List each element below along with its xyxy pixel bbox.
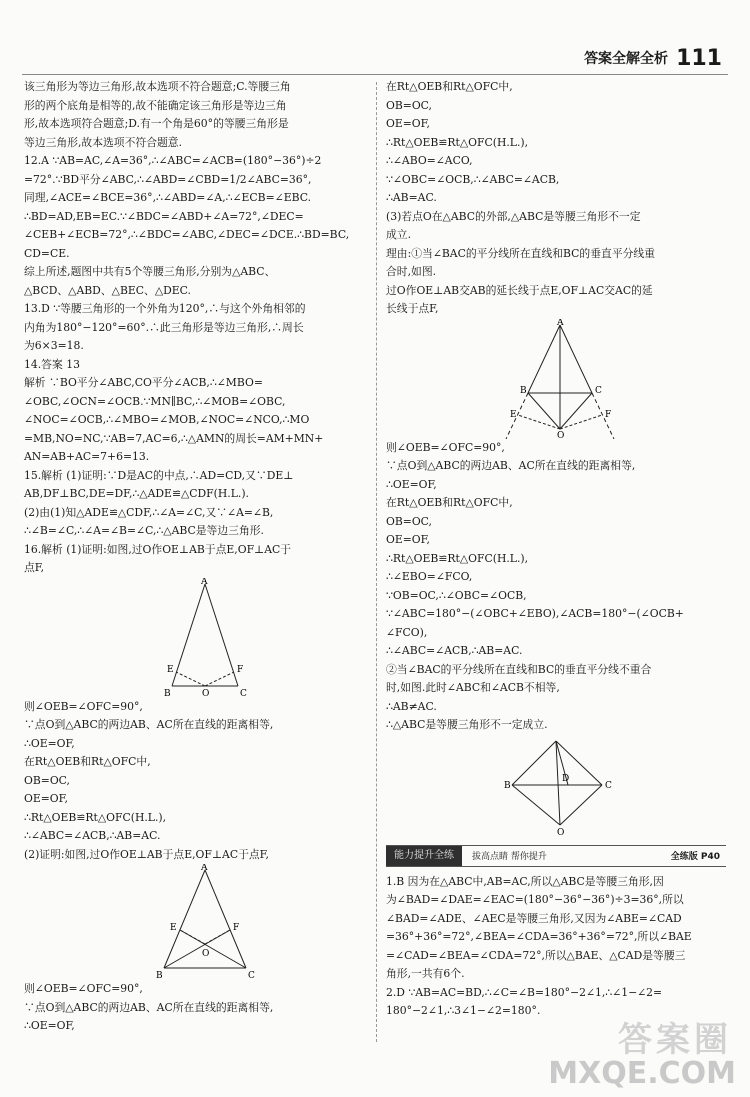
answer-12: 12.A ∵AB=AC,∠A=36°,∴∠ABC=∠ACB=(180°−36°)÷2: [24, 154, 322, 167]
answer-16: 16.解析 (1)证明:如图,过O作OE⊥AB于点E,OF⊥AC于: [24, 542, 292, 556]
label-O: O: [202, 949, 210, 959]
label-B: B: [520, 385, 527, 396]
brace-line: OB=OC,: [386, 514, 432, 528]
label-B: B: [156, 971, 163, 980]
answer-14: 14.答案 13: [24, 357, 80, 371]
text-line: ∠OBC,∠OCN=∠OCB.∵MN∥BC,∴∠MOB=∠OBC,: [24, 394, 286, 408]
text-line: ∴∠ABC=∠ACB,∴AB=AC.: [386, 644, 523, 657]
brace-line: OE=OF,: [386, 117, 430, 130]
text-line: 则∠OEB=∠OFC=90°,: [24, 982, 143, 995]
text-line: AB,DF⊥BC,DE=DF,∴△ADE≌△CDF(H.L.).: [24, 487, 249, 500]
label-C: C: [605, 780, 612, 791]
page-header: [584, 46, 722, 71]
text-line: ∴OE=OF,: [24, 1019, 75, 1032]
header-rule: [22, 74, 728, 75]
brace-line: OB=OC,: [386, 98, 432, 112]
text-line: 内角为180°−120°=60°.∴此三角形是等边三角形,∴周长: [24, 320, 304, 334]
section-tagline: 拔高点睛 帮你提升: [472, 852, 547, 862]
text-line: 解析 ∵BO平分∠ABC,CO平分∠ACB,∴∠MBO=: [24, 376, 263, 389]
text-line: 综上所述,题图中共有5个等腰三角形,分别为△ABC、: [24, 265, 276, 278]
text-line: ∴Rt△OEB≌Rt△OFC(H.L.),: [24, 810, 167, 824]
text-line: ∵OB=OC,∴∠OBC=∠OCB,: [386, 588, 527, 602]
text-line: (2)证明:如图,过O作OE⊥AB于点E,OF⊥AC于点F,: [24, 847, 269, 861]
text-line: ∴Rt△OEB≌Rt△OFC(H.L.),: [386, 135, 529, 149]
text-line: 过O作OE⊥AB交AB的延长线于点E,OF⊥AC交AC的延: [386, 283, 653, 297]
text-line: ∠FCO),: [386, 625, 428, 639]
label-C: C: [248, 971, 255, 980]
label-E: E: [167, 664, 174, 675]
text-line: 长线于点F,: [386, 302, 439, 315]
text-line: ∴OE=OF,: [386, 477, 437, 491]
label-O: O: [557, 430, 565, 439]
text-line: ∵点O到△ABC的两边AB、AC所在直线的距离相等,: [24, 1000, 274, 1014]
version-ref: 全练版 P40: [670, 852, 720, 862]
label-C: C: [240, 688, 247, 698]
figure-kite: [386, 319, 726, 439]
page-number: 111: [676, 46, 722, 71]
text-line: 等边三角形,故本选项不符合题意.: [24, 135, 183, 149]
text-line: =36°+36°=72°,∠BEA=∠CDA=36°+36°=72°,所以∠BAE: [386, 930, 692, 943]
answer-1: 1.B 因为在△ABC中,AB=AC,所以△ABC是等腰三角形,因: [386, 874, 664, 888]
text-line: ∵点O到△ABC的两边AB、AC所在直线的距离相等,: [24, 718, 274, 731]
watermark-url: MXQE.COM: [548, 1056, 736, 1091]
text-line: 在Rt△OEB和Rt△OFC中,: [24, 755, 151, 768]
brace-line: OE=OF,: [24, 792, 68, 805]
figure-triangle-1: [24, 578, 364, 698]
text-line: =72°.∵BD平分∠ABC,∴∠ABD=∠CBD=1/2∠ABC=36°,: [24, 172, 312, 186]
text-line: (3)若点O在△ABC的外部,△ABC是等腰三角形不一定: [386, 209, 641, 223]
right-column: [386, 78, 726, 1021]
text-line: ∴∠EBO=∠FCO,: [386, 570, 473, 583]
label-A: A: [201, 577, 208, 587]
text-line: ∠CEB+∠ECB=72°,∴∠BDC=∠ABC,∠DEC=∠DCE.∴BD=BC,: [24, 228, 350, 241]
text-line: 时,如图.此时∠ABC和∠ACB不相等,: [386, 681, 560, 694]
text-line: ∠NOC=∠OCB,∴∠MBO=∠MOB,∠NOC=∠NCO,∴MO: [24, 413, 310, 426]
text-line: ∴BD=AD,EB=EC.∵∠BDC=∠ABD+∠A=72°,∠DEC=: [24, 209, 304, 223]
label-F: F: [605, 409, 612, 420]
text-line: 为∠BAD=∠DAE=∠EAC=(180°−36°−36°)÷3=36°,所以: [386, 893, 684, 906]
text-line: 成立.: [386, 228, 412, 241]
brace-line: OE=OF,: [386, 533, 430, 546]
text-line: 点F,: [24, 561, 45, 574]
text-line: ∴OE=OF,: [24, 736, 75, 750]
label-E: E: [510, 409, 517, 420]
watermark-logo: 答案圈: [618, 1020, 732, 1060]
text-line: 180°−2∠1,∴3∠1−∠2=180°.: [386, 1004, 541, 1017]
label-A: A: [201, 864, 208, 873]
label-F: F: [237, 664, 244, 675]
text-line: =∠CAD=∠BEA=∠CDA=72°,所以△BAE、△CAD是等腰三: [386, 948, 686, 962]
text-line: ∠BAD=∠ADE、∠AEC是等腰三角形,又因为∠ABE=∠CAD: [386, 911, 682, 925]
text-line: ∵∠OBC=∠OCB,∴∠ABC=∠ACB,: [386, 172, 560, 186]
label-D: D: [562, 773, 570, 784]
text-line: =MB,NO=NC,∵AB=7,AC=6,∴△AMN的周长=AM+MN+: [24, 431, 324, 445]
text-line: ∴∠B=∠C,∴∠A=∠B=∠C,∴△ABC是等边三角形.: [24, 524, 264, 537]
text-line: 同理,∠ACE=∠BCE=36°,∴∠ABD=∠A,∴∠ECB=∠EBC.: [24, 191, 312, 204]
text-line: 理由:①当∠BAC的平分线所在直线和BC的垂直平分线重: [386, 246, 656, 260]
text-line: 角形,一共有6个.: [386, 967, 465, 980]
text-line: △BCD、△ABD、△BEC、△DEC.: [24, 283, 191, 297]
label-A: A: [557, 318, 564, 328]
text-line: ∴AB≠AC.: [386, 699, 437, 713]
text-line: 在Rt△OEB和Rt△OFC中,: [386, 496, 513, 509]
header-title: 答案全解全析: [584, 51, 669, 67]
text-line: (2)由(1)知△ADE≌△CDF,∴∠A=∠C,又∵∠A=∠B,: [24, 505, 274, 519]
text-line: 则∠OEB=∠OFC=90°,: [386, 440, 505, 454]
brace-line: OB=OC,: [24, 773, 70, 787]
text-line: 合时,如图.: [386, 265, 437, 278]
figure-triangle-2: [24, 864, 364, 980]
text-line: ∴AB=AC.: [386, 191, 437, 204]
text-line: ②当∠BAC的平分线所在直线和BC的垂直平分线不重合: [386, 662, 652, 676]
section-title: 能力提升全练: [386, 846, 462, 866]
section-banner: [386, 845, 726, 867]
label-B: B: [164, 688, 171, 698]
text-line: ∵点O到△ABC的两边AB、AC所在直线的距离相等,: [386, 459, 636, 472]
left-column: [24, 78, 364, 1036]
label-F: F: [233, 923, 240, 933]
text-line: 形的两个底角是相等的,故不能确定该三角形是等边三角: [24, 98, 287, 112]
answer-2: 2.D ∵AB=AC=BD,∴∠C=∠B=180°−2∠1,∴∠1−∠2=: [386, 985, 663, 999]
text-line: ∴Rt△OEB≌Rt△OFC(H.L.),: [386, 551, 529, 565]
text-line: 为6×3=18.: [24, 339, 84, 352]
text-line: 形,故本选项符合题意;D.有一个角是60°的等腰三角形是: [24, 117, 289, 130]
answer-15: 15.解析 (1)证明:∵D是AC的中点,∴AD=CD,又∵DE⊥: [24, 468, 294, 482]
label-E: E: [170, 923, 177, 933]
label-O: O: [202, 688, 210, 698]
text-line: 在Rt△OEB和Rt△OFC中,: [386, 80, 513, 93]
text-line: 该三角形为等边三角形,故本选项不符合题意;C.等腰三角: [24, 80, 291, 93]
text-line: AN=AB+AC=7+6=13.: [24, 450, 150, 463]
label-O: O: [557, 827, 565, 835]
figure-quad: [386, 735, 726, 835]
text-line: 则∠OEB=∠OFC=90°,: [24, 699, 143, 713]
text-line: CD=CE.: [24, 246, 70, 260]
label-C: C: [595, 385, 602, 396]
label-B: B: [504, 780, 511, 791]
column-divider: [376, 82, 377, 1042]
text-line: ∴∠ABO=∠ACO,: [386, 154, 473, 167]
text-line: ∵∠ABC=180°−(∠OBC+∠EBO),∠ACB=180°−(∠OCB+: [386, 607, 684, 620]
text-line: ∴∠ABC=∠ACB,∴AB=AC.: [24, 829, 161, 842]
answer-13: 13.D ∵等腰三角形的一个外角为120°,∴与这个外角相邻的: [24, 302, 306, 315]
text-line: ∴△ABC是等腰三角形不一定成立.: [386, 718, 548, 731]
